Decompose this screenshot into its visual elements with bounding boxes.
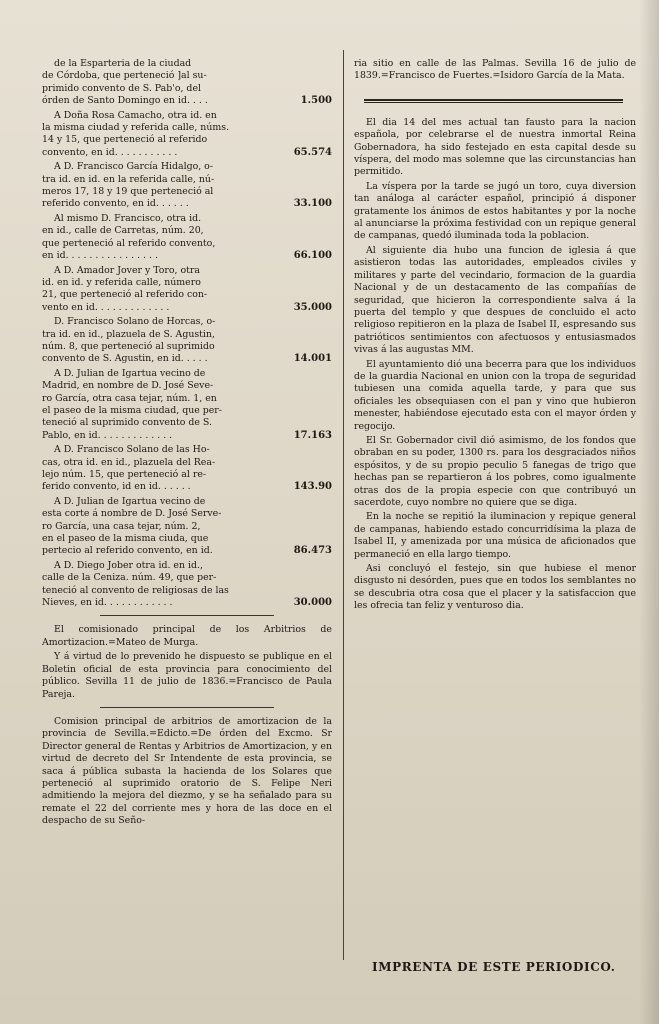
entry-last-line: Nieves, en id. . . . . . . . . . . .	[42, 597, 173, 609]
entry-last-line: convento de S. Agustin, en id. . . . .	[42, 353, 208, 365]
entry-text-line: ro García, una casa tejar, núm. 2,	[42, 520, 201, 532]
entry-text-line: A Doña Rosa Camacho, otra id. en	[54, 109, 217, 121]
entry-amount: 17.163	[293, 429, 332, 441]
entry-last-line: referido convento, en id. . . . . .	[42, 198, 189, 210]
entry-text-line: lejo núm. 15, que perteneció al re-	[42, 469, 207, 480]
sale-entry	[42, 368, 332, 442]
entry-text-line: meros 17, 18 y 19 que perteneció al	[42, 186, 214, 198]
entry-text-line: Al mismo D. Francisco, otra id.	[54, 212, 202, 224]
entry-text-line: ro García, otra casa tejar, núm. 1, en	[42, 392, 217, 404]
entry-text-line: A D. Diego Jober otra id. en id.,	[54, 559, 203, 571]
section-divider	[100, 707, 274, 708]
entry-text-line: en el paseo de la misma ciuda, que	[42, 533, 209, 545]
column-divider	[343, 50, 344, 960]
news-paragraph-1: El dia 14 del mes actual tan fausto para la nacion española, por celebrarse el de nuestra inmortal Reina Gobernadora, ha sido festejado en esta capital desde su víspera, del modo mas solemne que las circunstancias han permitido.	[354, 116, 636, 178]
sale-entry	[42, 213, 332, 263]
entry-last-line: órden de Santo Domingo en id. . . .	[42, 95, 208, 107]
entry-last-line: en id. . . . . . . . . . . . . . . .	[42, 250, 158, 262]
entry-text-line: que perteneció al referido convento,	[42, 237, 216, 249]
entry-amount-line	[42, 481, 332, 493]
page-edge-shadow	[639, 0, 659, 1024]
entry-text-line: cas, otra id. en id., plazuela del Rea-	[42, 456, 216, 468]
news-paragraph-7: Asi concluyó el festejo, sin que hubiese el menor disgusto ni desórden, pues que en todos los semblantes no se descubria otra cosa que el placer y la satisfaccion que les ofrecia tan feliz y venturoso dia.	[354, 563, 636, 612]
sale-entry	[42, 161, 332, 211]
entry-amount-line	[42, 353, 332, 365]
entry-text-line: 21, que perteneció al referido con-	[42, 289, 208, 301]
news-paragraph-2: La víspera por la tarde se jugó un toro, cuya diversion tan análoga al carácter español, principió á disponer gratamente los ánimos de estos habitantes y por la noche al anunciarse la próxima festividad con un repique general de campanas, quedó iluminada toda la poblacion.	[354, 180, 636, 242]
entry-text-line: A D. Amador Jover y Toro, otra	[54, 264, 200, 276]
entry-amount-line	[42, 198, 332, 210]
entry-amount-line	[42, 250, 332, 262]
entry-last-line: ferido convento, id en id. . . . . .	[42, 481, 191, 493]
entry-text-line: el paseo de la misma ciudad, que per-	[42, 404, 222, 416]
sale-entries	[42, 58, 332, 609]
news-paragraph-6: En la noche se repitió la iluminacion y repique general de campanas, habiendo estado concurridísima la plaza de Isabel II, y amenizada por una música de aficionados que permaneció en ella largo tiempo.	[354, 511, 636, 560]
right-column	[354, 58, 636, 615]
news-paragraph-3: Al siguiente dia hubo una funcion de iglesia á que asistieron todas las autoridades, empleados civiles y militares y parte del vecindario, formacion de la guardia Nacional y de un destacamento de las compañías de seguridad, que hicieron la correspondiente salva á la puerta del templo y que despues de concluido el acto religioso repitieron en la plaza de Isabel II, espresando sus patrióticos sentimientos con afectuosos y entusiasmados vivas á las augustas MM.	[354, 244, 636, 356]
auction-edict: Comision principal de arbitrios de amortizacion de la provincia de Sevilla.=Edicto.=De órden del Excmo. Sr Director general de Rentas y Arbitrios de Amortizacion, y en virtud de decreto del Sr Intendente de esta provincia, se saca á pública subasta la hacienda de los Solares que perteneció al suprimido oratorio de S. Felipe Neri admitiendo la mejora del diezmo, y se ha señalado para su remate el 22 del corriente mes y hora de las doce en el despacho de su Seño-	[42, 715, 332, 827]
sale-entry	[42, 316, 332, 366]
sale-entry	[42, 265, 332, 315]
entry-text-line: calle de la Ceniza. núm. 49, que per-	[42, 572, 217, 584]
entry-text-line: id. en id. y referida calle, número	[42, 276, 201, 288]
entry-text-line: D. Francisco Solano de Horcas, o-	[54, 316, 216, 328]
thick-divider	[364, 99, 623, 103]
entry-text-line: de Córdoba, que perteneció ]al su-	[42, 70, 207, 82]
entry-text-line: teneció al suprimido convento de S.	[42, 417, 212, 429]
entry-text-line: teneció al convento de religiosas de las	[42, 584, 229, 596]
entry-last-line: vento en id. . . . . . . . . . . . .	[42, 301, 170, 313]
entry-text-line: A D. Francisco García Hidalgo, o-	[54, 161, 213, 173]
entry-amount: 35.000	[293, 301, 332, 313]
entry-text-line: esta corte á nombre de D. José Serve-	[42, 508, 222, 520]
entry-amount: 65.574	[293, 146, 332, 158]
entry-text-line: A D. Julian de Igartua vecino de	[54, 495, 206, 507]
entry-amount-line	[42, 597, 332, 609]
edict-continuation: ria sitio en calle de las Palmas. Sevilla 16 de julio de 1839.=Francisco de Fuertes.=Isidoro García de la Mata.	[354, 58, 636, 82]
entry-text-line: A D. Francisco Solano de las Ho-	[54, 444, 210, 456]
entry-amount-line	[42, 545, 332, 557]
printer-imprint: IMPRENTA DE ESTE PERIODICO.	[372, 960, 616, 974]
entry-amount-line	[42, 95, 332, 107]
entry-text-line: tra id. en id. en la referida calle, nú-	[42, 173, 215, 185]
entry-amount-line	[42, 302, 332, 314]
entry-amount: 33.100	[293, 198, 332, 210]
sale-entry	[42, 444, 332, 494]
entry-amount: 143.90	[293, 481, 332, 493]
entry-text-line: primido convento de S. Pab'o, del	[42, 82, 201, 94]
entry-amount: 86.473	[293, 545, 332, 557]
sale-entry	[42, 58, 332, 108]
left-column	[42, 58, 332, 830]
entry-last-line: convento, en id. . . . . . . . . . .	[42, 146, 178, 158]
entry-text-line: en id., calle de Carretas, núm. 20,	[42, 225, 204, 237]
entry-text-line: Madrid, en nombre de D. José Seve-	[42, 380, 214, 392]
publication-order: Y á virtud de lo prevenido he dispuesto se publique en el Boletin oficial de esta provincia para conocimiento del público. Sevilla 11 de julio de 1836.=Francisco de Paula Pareja.	[42, 651, 332, 700]
entry-text-line: de la Esparteria de la ciudad	[54, 58, 192, 69]
entry-text-line: tra id. en id., plazuela de S. Agustin,	[42, 328, 215, 340]
entry-amount: 1.500	[300, 95, 332, 107]
entry-last-line: Pablo, en id. . . . . . . . . . . . .	[42, 429, 173, 441]
small-divider	[100, 615, 274, 616]
entry-text-line: A D. Julian de Igartua vecino de	[54, 367, 206, 379]
sale-entry	[42, 560, 332, 610]
entry-text-line: 14 y 15, que perteneció al referido	[42, 134, 208, 146]
entry-amount: 30.000	[293, 597, 332, 609]
news-paragraph-5: El Sr. Gobernador civil dió asimismo, de los fondos que obraban en su poder, 1300 rs. para los desgraciados niños espósitos, y de su propio peculio 5 fanegas de trigo que hechas pan se repartieron á los pobres, como igualmente otras dos de la propia especie con que contribuyó un sacerdote, cuyo nombre no quiere que se diga.	[354, 434, 636, 508]
entry-amount: 66.100	[293, 250, 332, 262]
entry-text-line: la misma ciudad y referida calle, núms.	[42, 122, 230, 134]
sale-entry	[42, 110, 332, 160]
entry-amount-line	[42, 147, 332, 159]
entry-amount: 14.001	[293, 353, 332, 365]
commissioner-signature: El comisionado principal de los Arbitrios de Amortizacion.=Mateo de Murga.	[42, 624, 332, 648]
sale-entry	[42, 496, 332, 558]
entry-last-line: pertecio al referido convento, en id.	[42, 545, 213, 557]
entry-amount-line	[42, 430, 332, 442]
entry-text-line: núm. 8, que perteneció al suprimido	[42, 340, 215, 352]
news-paragraph-4: El ayuntamiento dió una becerra para que los individuos de la guardia Nacional en union con la tropa de seguridad tubiesen una comida aquella tarde, y para que sus oficiales les obsequiasen con el pan y vino que hubieron menester, habiéndose ejecutado esta con el mayor órden y regocijo.	[354, 358, 636, 432]
